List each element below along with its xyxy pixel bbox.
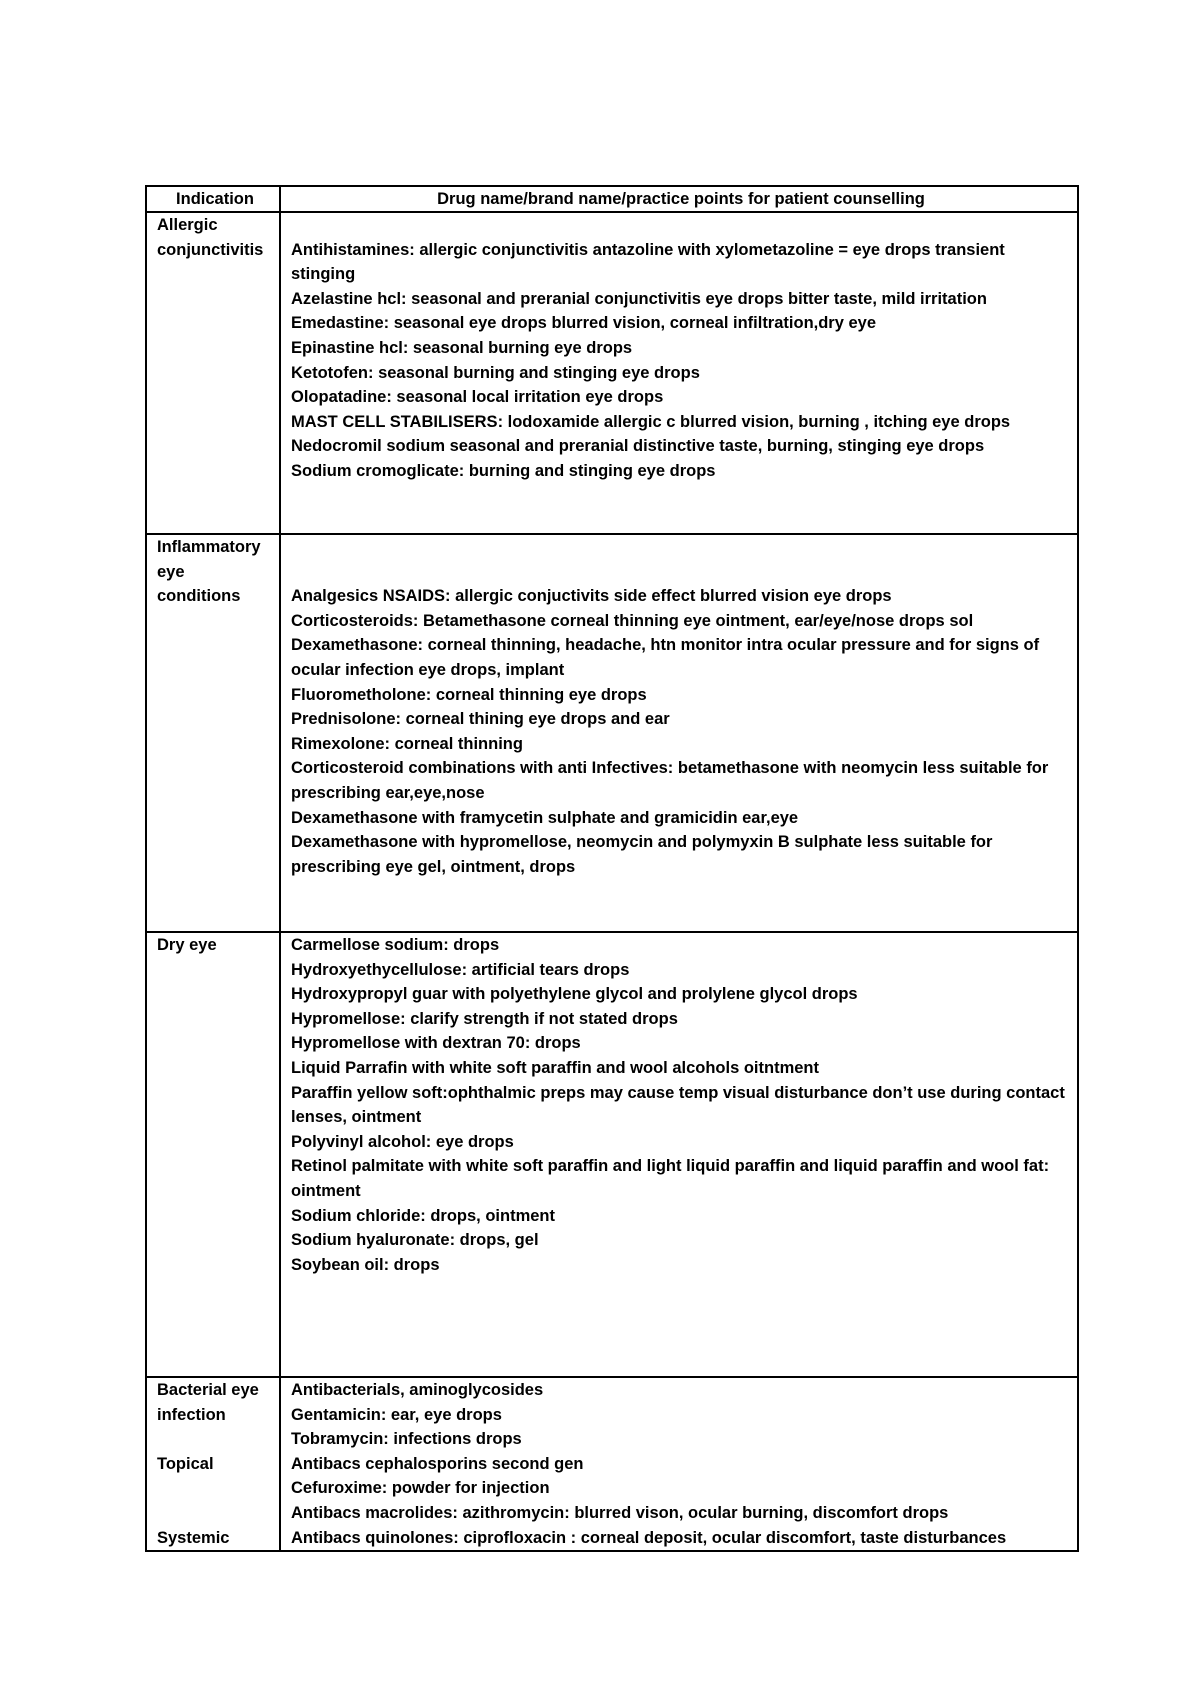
drug-cell: Antihistamines: allergic conjunctivitis antazoline with xylometazoline = eye drops transient stinging Azelastine hcl: seasonal and preranial conjunctivitis eye drops bitter taste, mild irritation Emedastine: seasonal eye drops blurred vision, corneal infiltration,dry eye Epinastine hcl: seasonal burning eye drops Ketotofen: seasonal burning and stinging eye drops Olopatadine: seasonal local irritation eye drops MAST CELL STABILISERS: lodoxamide allergic c blurred vision, burning , itching eye drops Nedocromil sodium seasonal and preranial distinctive taste, burning, stinging eye drops Sodium cromoglicate: burning and stinging eye drops: [280, 212, 1078, 534]
header-indication: Indication: [146, 186, 280, 212]
indication-cell: Allergic conjunctivitis: [146, 212, 280, 534]
header-row: [146, 186, 1078, 212]
indication-cell: Inflammatory eye conditions: [146, 534, 280, 932]
table-row: [146, 932, 1078, 1377]
header-drug: Drug name/brand name/practice points for patient counselling: [280, 186, 1078, 212]
drug-cell: Analgesics NSAIDS: allergic conjuctivits side effect blurred vision eye drops Corticosteroids: Betamethasone corneal thinning eye ointment, ear/eye/nose drops sol Dexamethasone: corneal thinning, headache, htn monitor intra ocular pressure and for signs of ocular infection eye drops, implant Fluorometholone: corneal thinning eye drops Prednisolone: corneal thining eye drops and ear Rimexolone: corneal thinning Corticosteroid combinations with anti Infectives: betamethasone with neomycin less suitable for prescribing ear,eye,nose Dexamethasone with framycetin sulphate and gramicidin ear,eye Dexamethasone with hypromellose, neomycin and polymyxin B sulphate less suitable for prescribing eye gel, ointment, drops: [280, 534, 1078, 932]
drug-table: [145, 185, 1079, 1552]
drug-cell: Carmellose sodium: drops Hydroxyethycellulose: artificial tears drops Hydroxypropyl guar with polyethylene glycol and prolylene glycol drops Hypromellose: clarify strength if not stated drops Hypromellose with dextran 70: drops Liquid Parrafin with white soft paraffin and wool alcohols oitntment Paraffin yellow soft:ophthalmic preps may cause temp visual disturbance don’t use during contact lenses, ointment Polyvinyl alcohol: eye drops Retinol palmitate with white soft paraffin and light liquid paraffin and liquid paraffin and wool fat: ointment Sodium chloride: drops, ointment Sodium hyaluronate: drops, gel Soybean oil: drops: [280, 932, 1078, 1377]
indication-cell: Bacterial eye infection Topical Systemic: [146, 1377, 280, 1551]
table-row: [146, 534, 1078, 932]
drug-cell: Antibacterials, aminoglycosides Gentamicin: ear, eye drops Tobramycin: infections drops Antibacs cephalosporins second gen Cefuroxime: powder for injection Antibacs macrolides: azithromycin: blurred vison, ocular burning, discomfort drops Antibacs quinolones: ciprofloxacin : corneal deposit, ocular discomfort, taste disturbances: [280, 1377, 1078, 1551]
table-row: [146, 1377, 1078, 1551]
indication-cell: Dry eye: [146, 932, 280, 1377]
table-row: [146, 212, 1078, 534]
